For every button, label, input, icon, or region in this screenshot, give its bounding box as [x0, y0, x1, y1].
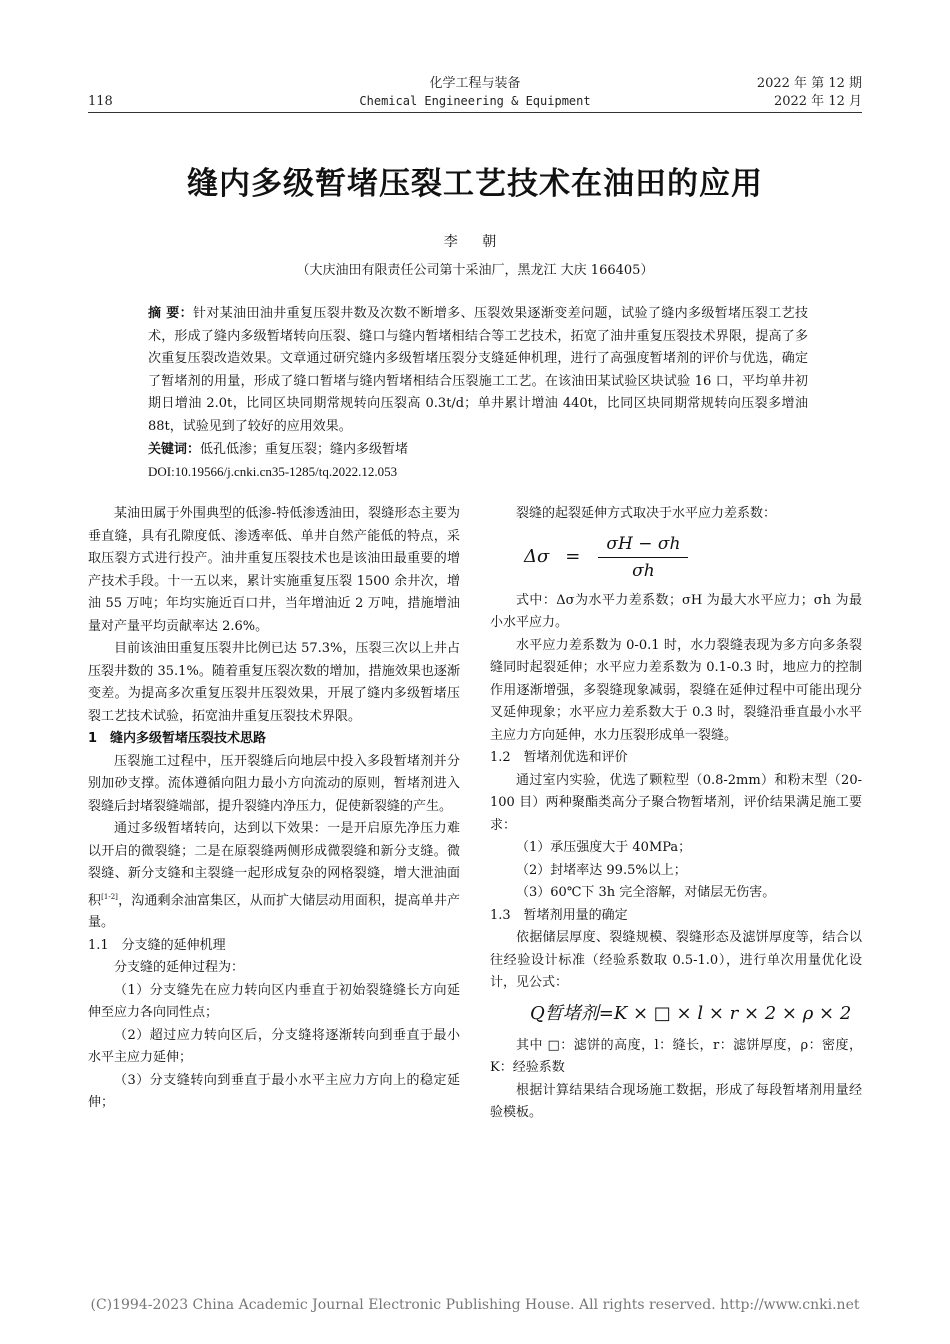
paragraph: 某油田属于外围典型的低渗-特低渗透油田，裂缝形态主要为垂直缝，具有孔隙度低、渗透率低、单井自然产能低的特点，采取压裂方式进行投产。油井重复压裂技术也是该油田最重要的增产技术手段。十一五以来，累计实施重复压裂 1500 余井次，增油 55 万吨；年均实施近百口井，当年增油近 2 万吨，措施增油量对产量平均贡献率达 2.6%。: [88, 506, 460, 634]
header-rule: [88, 112, 862, 113]
paragraph: 式中：Δσ为水平力差系数；σH 为最大水平应力；σh 为最小水平应力。: [490, 592, 862, 630]
abstract-label: 摘 要：: [148, 306, 194, 321]
list-item: （3）60℃下 3h 完全溶解，对储层无伤害。: [516, 885, 776, 900]
paragraph: 水平应力差系数为 0-0.1 时，水力裂缝表现为多方向多条裂缝同时起裂延伸；水平应力差系数为 0.1-0.3 时，地应力的控制作用逐渐增强，多裂缝现象减弱，裂缝在延伸过程中可能出现分叉延伸现象；水平应力差系数大于 0.3 时，裂缝沿垂直最小水平主应力方向延伸，水力压裂形成单一裂缝。: [490, 637, 862, 743]
journal-title-en: Chemical Engineering & Equipment: [359, 94, 591, 108]
equation-stress-coefficient: [490, 526, 862, 590]
equation-equals: =: [565, 546, 581, 568]
paragraph-text: ，沟通剩余油富集区，从而扩大储层动用面积，提高单井产量。: [88, 892, 460, 931]
keywords: [148, 439, 808, 462]
article-title: 缝内多级暂堵压裂工艺技术在油田的应用: [187, 166, 763, 202]
affiliation: （大庆油田有限责任公司第十采油厂，黑龙江 大庆 166405）: [296, 263, 654, 278]
keywords-text: 低孔低渗；重复压裂；缝内多级暂堵: [200, 441, 409, 457]
issue-month: 2022 年 12 月: [773, 94, 862, 109]
list-item: （1）承压强度大于 40MPa；: [516, 840, 692, 855]
doi: DOI:10.19566/j.cnki.cn35-1285/tq.2022.12.053: [148, 464, 398, 480]
citation: [1-2]: [101, 892, 118, 901]
paragraph-text: 通过多级暂堵转向，达到以下效果：一是开启原先净压力难以开启的微裂缝；二是在原裂缝两侧形成微裂缝和新分支缝。微裂缝、新分支缝和主裂缝一起形成复杂的网格裂缝，增大泄油面积: [88, 821, 460, 908]
equation-fraction: [598, 533, 688, 583]
list-item: （1）分支缝先在应力转向区内垂直于初始裂缝缝长方向延伸至应力各向同性点；: [88, 982, 460, 1021]
equation-denominator: σh: [632, 561, 655, 581]
copyright-footer: (C)1994-2023 China Academic Journal Electronic Publishing House. All rights reserved. http://www.cnki.net: [90, 1297, 860, 1313]
paragraph: [88, 818, 460, 935]
section-heading-1-1: 1.1 分支缝的延伸机理: [88, 937, 226, 953]
paragraph: 分支缝的延伸过程为：: [114, 960, 245, 976]
section-heading-1-3: 1.3 暂堵剂用量的确定: [490, 907, 628, 923]
abstract-text: 针对某油田油井重复压裂井数及次数不断增多、压裂效果逐渐变差问题，试验了缝内多级暂堵压裂工艺技术，形成了缝内多级暂堵转向压裂、缝口与缝内暂堵相结合等工艺技术，拓宽了油井重复压裂技术界限，提高了多次重复压裂改造效果。文章通过研究缝内多级暂堵压裂分支缝延伸机理，进行了高强度暂堵剂的评价与优选，确定了暂堵剂的用量，形成了缝口暂堵与缝内暂堵相结合压裂施工工艺。在该油田某试验区块试验 16 口，平均单井初期日增油 2.0t，比同区块同期常规转向压裂高 0.3t/d；单井累计增油 440t，比同区块同期常规转向压裂多增油 88t，试验见到了较好的应用效果。: [148, 306, 808, 434]
paragraph: 其中 □：滤饼的高度，l：缝长，r：滤饼厚度，ρ：密度，K：经验系数: [490, 1037, 862, 1075]
paragraph: 通过室内实验，优选了颗粒型（0.8-2mm）和粉末型（20-100 目）两种聚酯类高分子聚合物暂堵剂，评价结果满足施工要求：: [490, 772, 862, 833]
author: 李 朝: [443, 234, 507, 250]
paragraph: 压裂施工过程中，压开裂缝后向地层中投入多段暂堵剂并分别加砂支撑。流体遵循向阻力最小方向流动的原则，暂堵剂进入裂缝后封堵裂缝端部，提升裂缝内净压力，促使新裂缝的产生。: [88, 753, 460, 814]
right-column: [490, 503, 862, 1125]
list-item: （3）分支缝转向到垂直于最小水平主应力方向上的稳定延伸；: [88, 1072, 460, 1111]
section-heading-1: 1 缝内多级暂堵压裂技术思路: [88, 731, 267, 746]
left-column: [88, 503, 460, 1115]
page-number: 118: [88, 94, 113, 109]
paragraph: 根据计算结果结合现场施工数据，形成了每段暂堵剂用量经验模板。: [490, 1082, 862, 1120]
paragraph: 依据储层厚度、裂缝规模、裂缝形态及滤饼厚度等，结合以往经验设计标准（经验系数取 0.5-1.0），进行单次用量优化设计，见公式：: [490, 930, 862, 990]
equation-numerator: σH − σh: [598, 533, 688, 559]
section-heading-1-2: 1.2 暂堵剂优选和评价: [490, 750, 628, 765]
paragraph: 目前该油田重复压裂井比例已达 57.3%，压裂三次以上井占压裂井数的 35.1%。随着重复压裂次数的增加，措施效果也逐渐变差。为提高多次重复压裂井压裂效果，开展了缝内多级暂堵压裂工艺技术试验，拓宽油井重复压裂技术界限。: [88, 641, 460, 724]
equation-plugging-agent: Q暂堵剂=K × □ × l × r × 2 × ρ × 2: [530, 1003, 852, 1025]
abstract: [148, 303, 808, 439]
list-item: （2）封堵率达 99.5%以上；: [516, 862, 687, 878]
issue-year: 2022 年 第 12 期: [756, 76, 862, 91]
paragraph: 裂缝的起裂延伸方式取决于水平应力差系数：: [516, 506, 777, 521]
abstract-block: [148, 303, 808, 484]
keywords-label: 关键词：: [148, 441, 201, 457]
list-item: （2）超过应力转向区后，分支缝将逐渐转向到垂直于最小水平主应力延伸；: [88, 1027, 460, 1066]
equation-lhs: Δσ: [524, 546, 550, 568]
journal-title-cn: 化学工程与装备: [429, 76, 521, 91]
